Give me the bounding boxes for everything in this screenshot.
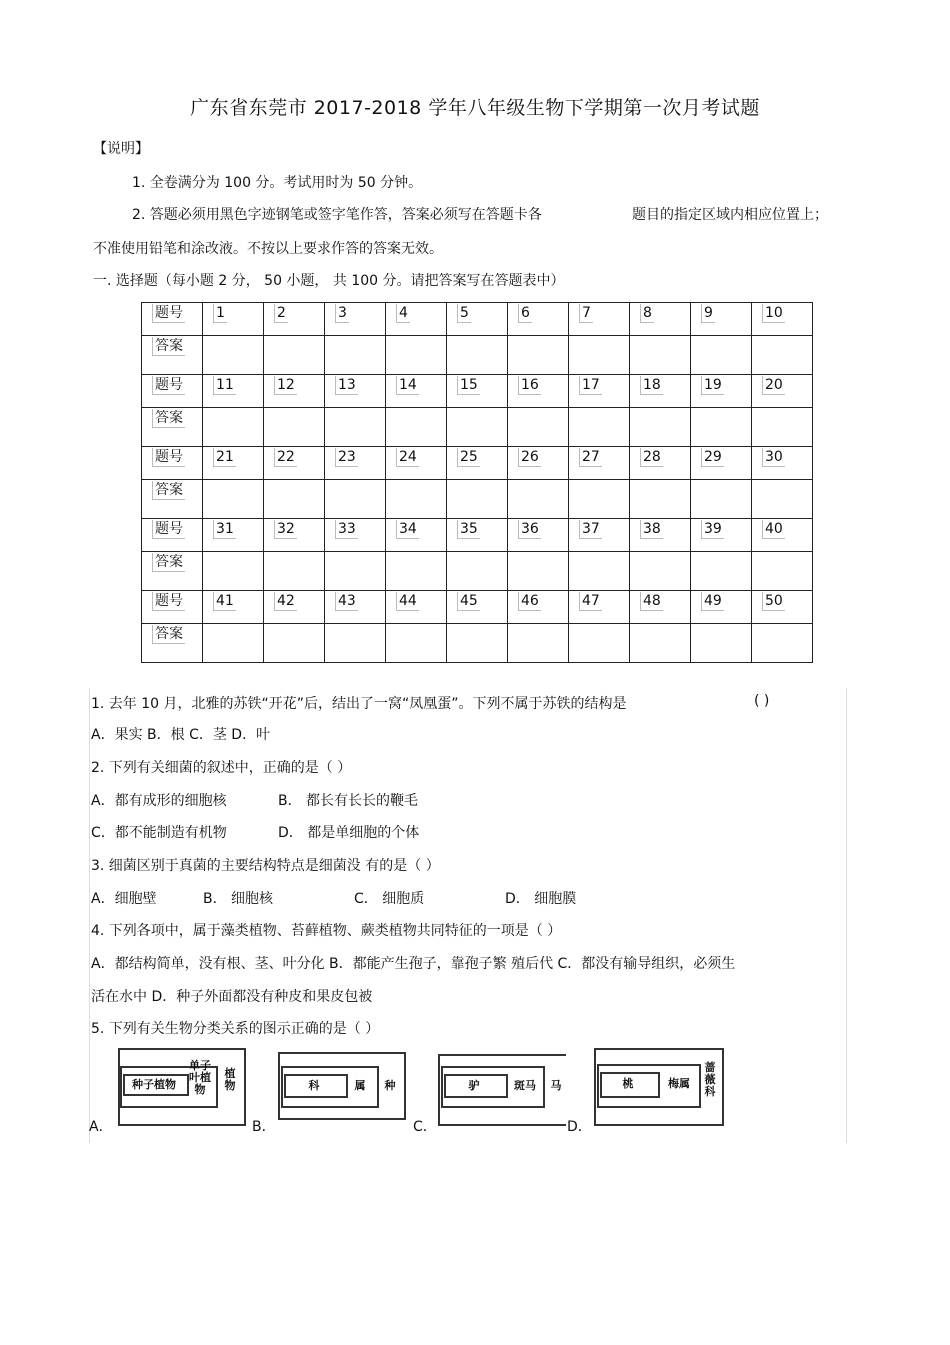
row-label-answer-text: 答案 [152,625,185,644]
diagram-a-mid-label: 单子叶植物 [189,1059,211,1096]
question-number: 32 [274,520,297,539]
answer-cell[interactable] [691,624,752,663]
diagram-d-outer-label: 蔷薇科 [704,1061,716,1098]
question-number: 36 [518,520,541,539]
question-number-cell [386,519,447,552]
question-number: 4 [396,304,410,323]
question-number: 5 [457,304,471,323]
question-3-option-b: B． 细胞核 [203,891,274,907]
row-label-answer [142,624,203,663]
answer-cell[interactable] [264,480,325,519]
row-label-answer-text: 答案 [152,409,185,428]
answer-cell[interactable] [630,408,691,447]
question-2-option-d: D． 都是单细胞的个体 [278,825,420,841]
diagram-c-outer-label: 马 [550,1079,562,1092]
answer-cell[interactable] [264,552,325,591]
question-number: 46 [518,592,541,611]
question-number: 35 [457,520,480,539]
question-number: 28 [640,448,663,467]
row-label-number-text: 题号 [152,304,185,323]
note-1: 1. 全卷满分为 100 分。考试用时为 50 分钟。 [132,175,423,191]
answer-number-row [142,591,813,624]
question-number-cell [325,519,386,552]
answer-cell[interactable] [630,552,691,591]
row-label-number [142,591,203,624]
row-label-number-text: 题号 [152,448,185,467]
note-2b: 题目的指定区域内相应位置上； [632,207,828,223]
answer-table [141,302,813,663]
question-number: 34 [396,520,419,539]
diagram-d-mid-label: 梅属 [668,1077,690,1090]
question-number: 25 [457,448,480,467]
question-number-cell [386,447,447,480]
question-1: 1. 去年 10 月，北雅的苏铁“开花”后，结出了一窝“凤凰蛋”。下列不属于苏铁的结构是 [91,696,627,712]
answer-number-row [142,375,813,408]
question-number-cell [508,519,569,552]
question-number: 47 [579,592,602,611]
row-label-number-text: 题号 [152,520,185,539]
answer-cell[interactable] [447,480,508,519]
question-number: 30 [762,448,785,467]
q5-label-a: A． [89,1119,113,1135]
diagram-c-inner-label: 驴 [468,1079,480,1092]
question-number-cell [508,375,569,408]
question-1-options: A．果实 B．根 C．茎 D．叶 [91,727,271,743]
answer-cell[interactable] [325,624,386,663]
answer-row [142,408,813,447]
answer-cell[interactable] [630,336,691,375]
answer-number-row [142,303,813,336]
answer-cell[interactable] [752,624,813,663]
question-number: 14 [396,376,419,395]
q5-label-c: C． [413,1119,437,1135]
question-number: 15 [457,376,480,395]
answer-cell[interactable] [203,480,264,519]
answer-cell[interactable] [630,624,691,663]
answer-cell[interactable] [569,336,630,375]
question-number-cell [264,591,325,624]
question-number: 11 [213,376,236,395]
row-label-answer-text: 答案 [152,337,185,356]
answer-cell[interactable] [691,336,752,375]
question-number: 7 [579,304,593,323]
question-number-cell [691,375,752,408]
question-number-cell [630,519,691,552]
question-number-cell [569,447,630,480]
diagram-a-outer-label: 植物 [224,1067,236,1092]
answer-cell[interactable] [508,480,569,519]
answer-cell[interactable] [691,480,752,519]
question-number: 39 [701,520,724,539]
row-label-number-text: 题号 [152,592,185,611]
answer-row [142,552,813,591]
question-number: 49 [701,592,724,611]
answer-cell[interactable] [691,408,752,447]
question-number-cell [447,375,508,408]
answer-cell[interactable] [386,336,447,375]
question-number: 10 [762,304,785,323]
question-number: 42 [274,592,297,611]
answer-cell[interactable] [508,552,569,591]
question-number: 8 [640,304,654,323]
diagram-b [278,1048,408,1128]
question-number: 43 [335,592,358,611]
question-number: 24 [396,448,419,467]
question-number-cell [752,591,813,624]
question-number-cell [203,591,264,624]
question-number-cell [447,303,508,336]
note-2c: 不准使用铅笔和涂改液。不按以上要求作答的答案无效。 [93,241,443,257]
answer-cell[interactable] [447,336,508,375]
question-number: 27 [579,448,602,467]
answer-number-row [142,519,813,552]
question-2-option-c: C．都不能制造有机物 [91,825,227,841]
answer-cell[interactable] [691,552,752,591]
question-number-cell [264,303,325,336]
answer-cell[interactable] [630,480,691,519]
question-number-cell [386,591,447,624]
question-number-cell [508,303,569,336]
question-4-options-line1: A．都结构简单，没有根、茎、叶分化 B．都能产生孢子，靠孢子繁 殖后代 C．都没有输导组织，必须生 [91,956,736,972]
question-number-cell [630,303,691,336]
question-number-cell [203,303,264,336]
question-number-cell [569,519,630,552]
question-number-cell [752,375,813,408]
answer-cell[interactable] [325,480,386,519]
question-number-cell [203,447,264,480]
question-number-cell [325,303,386,336]
diagram-d-inner-label: 桃 [622,1077,634,1090]
question-3: 3. 细菌区别于真菌的主要结构特点是细菌没 有的是（ ） [91,858,440,874]
question-number: 29 [701,448,724,467]
answer-cell[interactable] [752,480,813,519]
question-number: 41 [213,592,236,611]
question-number: 33 [335,520,358,539]
question-number-cell [325,591,386,624]
answer-row [142,336,813,375]
answer-cell[interactable] [447,408,508,447]
section-1-heading: 一. 选择题（每小题 2 分， 50 小题， 共 100 分。请把答案写在答题表中） [93,273,565,289]
question-number: 21 [213,448,236,467]
question-number-cell [691,447,752,480]
question-number-cell [630,591,691,624]
question-number-cell [691,591,752,624]
question-number: 26 [518,448,541,467]
answer-cell[interactable] [203,552,264,591]
q5-label-d: D． [567,1119,592,1135]
answer-row [142,624,813,663]
answer-cell[interactable] [386,624,447,663]
question-number-cell [508,591,569,624]
note-2a: 2. 答题必须用黑色字迹钢笔或签字笔作答，答案必须写在答题卡各 [132,207,542,223]
answer-cell[interactable] [508,336,569,375]
question-4-options-line2: 活在水中 D．种子外面都没有种皮和果皮包被 [91,989,373,1005]
question-number-cell [569,375,630,408]
diagram-a-inner-label: 种子植物 [132,1078,176,1091]
answer-cell[interactable] [447,624,508,663]
question-number-cell [447,591,508,624]
question-number: 50 [762,592,785,611]
diagram-d [594,1048,726,1128]
answer-cell[interactable] [752,408,813,447]
question-number: 12 [274,376,297,395]
answer-cell[interactable] [447,552,508,591]
answer-row [142,480,813,519]
question-number: 37 [579,520,602,539]
row-label-number-text: 题号 [152,376,185,395]
diagram-b-inner-label: 科 [308,1079,320,1092]
question-5: 5. 下列有关生物分类关系的图示正确的是（ ） [91,1021,380,1037]
question-number: 1 [213,304,227,323]
question-3-option-d: D． 细胞膜 [505,891,577,907]
question-number-cell [325,375,386,408]
question-number: 40 [762,520,785,539]
answer-cell[interactable] [264,408,325,447]
answer-cell[interactable] [203,408,264,447]
question-number-cell [569,591,630,624]
question-number: 2 [274,304,288,323]
answer-cell[interactable] [386,408,447,447]
diagram-b-mid-label: 属 [354,1079,366,1092]
row-label-answer [142,336,203,375]
question-number-cell [569,303,630,336]
answer-cell[interactable] [386,552,447,591]
question-number-cell [752,303,813,336]
question-number: 16 [518,376,541,395]
question-number-cell [508,447,569,480]
answer-cell[interactable] [386,480,447,519]
question-number-cell [630,447,691,480]
row-label-number [142,303,203,336]
answer-cell[interactable] [508,408,569,447]
question-number-cell [325,447,386,480]
answer-cell[interactable] [752,336,813,375]
question-number: 18 [640,376,663,395]
row-label-answer [142,480,203,519]
question-number-cell [386,375,447,408]
question-number-cell [264,375,325,408]
question-number-cell [752,519,813,552]
answer-cell[interactable] [752,552,813,591]
question-number-cell [203,375,264,408]
page-title: 广东省东莞市 2017-2018 学年八年级生物下学期第一次月考试题 [190,97,760,119]
question-number-cell [264,519,325,552]
question-4: 4. 下列各项中，属于藻类植物、苔藓植物、蕨类植物共同特征的一项是（ ） [91,923,562,939]
answer-cell[interactable] [569,624,630,663]
question-number-cell [691,519,752,552]
question-number: 44 [396,592,419,611]
row-label-answer [142,408,203,447]
answer-cell[interactable] [264,336,325,375]
question-number-cell [752,447,813,480]
question-number: 38 [640,520,663,539]
answer-cell[interactable] [569,552,630,591]
answer-cell[interactable] [264,624,325,663]
notes-heading: 【说明】 [93,141,149,157]
q5-label-b: B． [252,1119,276,1135]
row-label-answer-text: 答案 [152,553,185,572]
diagram-c [438,1048,568,1128]
answer-cell[interactable] [203,336,264,375]
answer-cell[interactable] [325,336,386,375]
row-label-answer-text: 答案 [152,481,185,500]
question-number: 31 [213,520,236,539]
question-number: 6 [518,304,532,323]
question-number: 3 [335,304,349,323]
question-number-cell [386,303,447,336]
question-number-cell [447,519,508,552]
question-number: 17 [579,376,602,395]
answer-number-row [142,447,813,480]
question-number: 9 [701,304,715,323]
row-label-number [142,519,203,552]
question-number: 13 [335,376,358,395]
row-label-number [142,375,203,408]
diagram-b-outer-label: 种 [384,1079,396,1092]
question-3-option-c: C． 细胞质 [354,891,425,907]
answer-cell[interactable] [325,552,386,591]
question-2-option-a: A．都有成形的细胞核 [91,793,227,809]
row-label-number [142,447,203,480]
question-3-option-a: A．细胞壁 [91,891,157,907]
question-1-paren: ( ) [754,693,770,709]
question-number: 23 [335,448,358,467]
diagram-a [118,1048,246,1128]
question-number: 45 [457,592,480,611]
question-number: 48 [640,592,663,611]
answer-cell[interactable] [569,480,630,519]
question-number-cell [447,447,508,480]
answer-cell[interactable] [325,408,386,447]
question-number-cell [264,447,325,480]
answer-cell[interactable] [508,624,569,663]
answer-cell[interactable] [569,408,630,447]
question-2-option-b: B． 都长有长长的鞭毛 [278,793,419,809]
question-number-cell [691,303,752,336]
question-number-cell [630,375,691,408]
question-number: 20 [762,376,785,395]
answer-cell[interactable] [203,624,264,663]
question-number: 19 [701,376,724,395]
question-number-cell [203,519,264,552]
row-label-answer [142,552,203,591]
question-number: 22 [274,448,297,467]
question-2: 2. 下列有关细菌的叙述中，正确的是（ ） [91,760,352,776]
diagram-c-mid-label: 斑马 [514,1079,536,1092]
